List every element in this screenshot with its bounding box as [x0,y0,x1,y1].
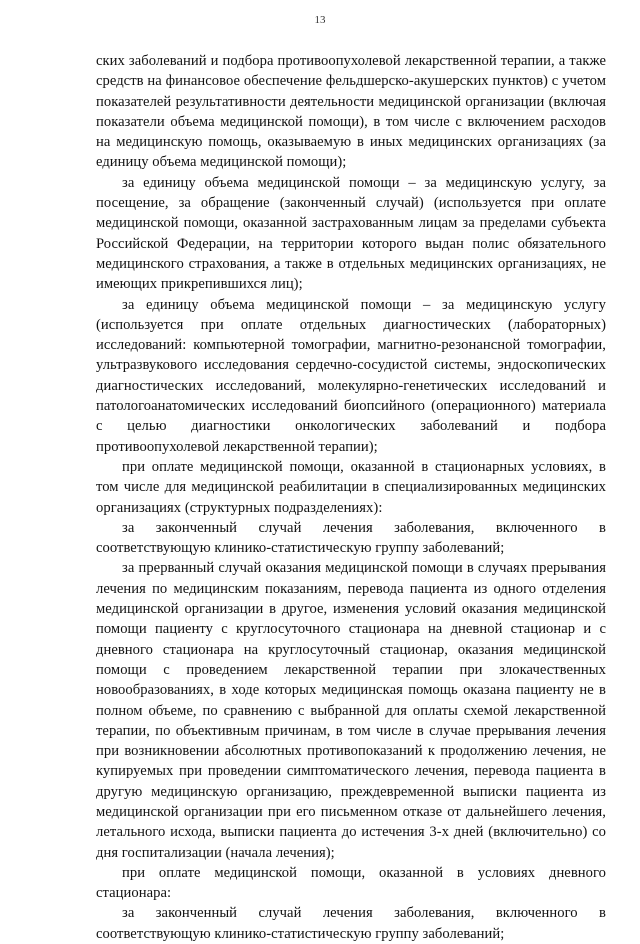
paragraph-1: ских заболеваний и подбора противоопухолевой лекарственной терапии, а также средств на финансовое обеспечение фельдшерско-акушерских пунктов) с учетом показателей результативности деятельности медицинской организации (включая показатели объема медицинской помощи), в том числе с включением расходов на медицинскую помощь, оказываемую в иных медицинских организациях (за единицу объема медицинской помощи); [96,53,606,171]
paragraph-5: за законченный случай лечения заболевания, включенного в соответствующую клинико-статистическую группу заболеваний; [96,519,606,557]
paragraph-6: за прерванный случай оказания медицинской помощи в случаях прерывания лечения по медицинским показаниям, перевода пациента из одного отделения медицинской организации в другое, изменения условий оказания медицинской помощи пациенту с круглосуточного стационара на дневной стационар и с дневного стационара на круглосуточный стационар, оказания медицинской помощи с проведением лекарственной терапии при злокачественных новообразованиях, в ходе которых медицинская помощь оказана пациенту не в полном объеме, по сравнению с выбранной для оплаты схемой лекарственной терапии, по объективным причинам, в том числе в случае прерывания лечения при возникновении абсолютных противопоказаний к продолжению лечения, не купируемых при проведении симптоматического лечения, перевода пациента в другую медицинскую организацию, преждевременной выписки пациента из медицинской организации при его письменном отказе от дальнейшего лечения, летального исхода, выписки пациента до истечения 3-х дней (включительно) со дня госпитализации (начала лечения); [96,560,606,861]
paragraph-7: при оплате медицинской помощи, оказанной в условиях дневного стационара: [96,864,606,902]
document-body [96,51,606,944]
paragraph-8: за законченный случай лечения заболевания, включенного в соответствующую клинико-статистическую группу заболеваний; [96,905,606,942]
paragraph-4: при оплате медицинской помощи, оказанной в стационарных условиях, в том числе для медицинской реабилитации в специализированных медицинских организациях (структурных подразделениях): [96,458,606,516]
page-number: 13 [314,14,326,26]
paragraph-3: за единицу объема медицинской помощи – за медицинскую услугу (используется при оплате отдельных диагностических (лабораторных) исследований: компьютерной томографии, магнитно-резонансной томографии, ультразвукового исследования сердечно-сосудистой системы, эндоскопических диагностических исследований, молекулярно-генетических исследований и патологоанатомических исследований биопсийного (операционного) материала с целью диагностики онкологических заболеваний и подбора противоопухолевой лекарственной терапии); [96,296,606,455]
paragraph-2: за единицу объема медицинской помощи – за медицинскую услугу, за посещение, за обращение (законченный случай) (используется при оплате медицинской помощи, оказанной застрахованным лицам за пределами субъекта Российской Федерации, на территории которого выдан полис обязательного медицинского страхования, а также в отдельных медицинских организациях, не имеющих прикрепившихся лиц); [96,174,606,293]
